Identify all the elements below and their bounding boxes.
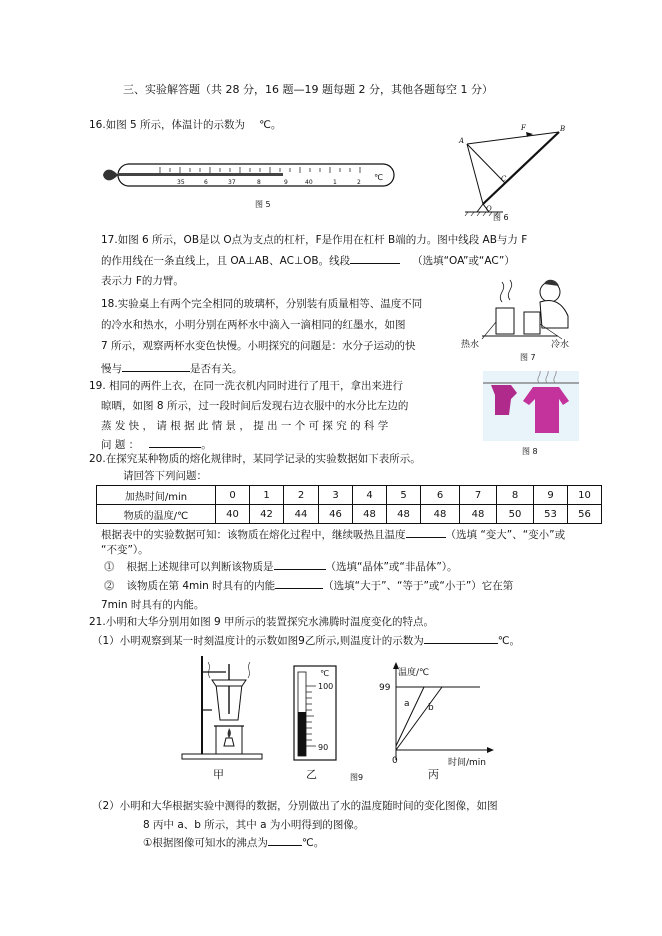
scale-label-40: 40 [305,179,313,186]
scale-label-1: 1 [333,179,337,186]
fig7-caption: 图 7 [520,353,536,362]
q20-line2: 请回答下列问题： [123,470,207,482]
table-cell: 3 [319,486,353,505]
table-cell: 10 [568,486,602,505]
stand-base [182,754,262,759]
q18-line3: 7 所示，观察两杯水变色快慢。小明探究的问题是：水分子运动的快 [101,340,416,352]
scale-label-35: 35 [177,179,185,186]
flame-icon [228,728,231,738]
label-f: F [521,124,526,132]
q21-line2-b: ℃。 [497,635,520,647]
table-cell: 44 [284,505,319,524]
q18-line4 [101,360,243,376]
q18-line2: 的冷水和热水，小明分别在两杯水中滴入一滴相同的红墨水，如图 [101,319,406,331]
q20-sub1-a: 根据上述规律可以判断该物质是 [126,561,274,573]
table-cell: 6 [421,486,460,505]
label-a: A [459,137,465,145]
table-cell: 46 [319,505,353,524]
q20-sub2 [104,577,513,593]
q21-line1: 21.小明和大华分别用如图 9 甲所示的装置探究水沸腾时温度变化的特点。 [89,616,435,628]
melting-data-table [96,485,602,524]
scale-label-37: 37 [228,179,236,186]
clinical-thermometer-figure [100,158,400,192]
student-body [540,301,568,328]
hot-water-cup [496,308,514,334]
curve-a [396,687,424,746]
q16-text-b: ℃。 [259,119,282,131]
hot-water-label: 热水 [461,340,480,350]
q18-line4-a: 慢与 [101,363,122,375]
q16-text [89,117,281,132]
q21-answer-blank-2[interactable] [268,834,302,846]
table-cell: 1 [250,486,284,505]
table-cell: 9 [534,486,568,505]
fig6-caption: 图 6 [493,213,509,222]
temperature-time-graph [368,660,498,770]
scale-label-6: 6 [204,179,208,186]
q17-line2 [101,252,515,268]
graph-origin-label: 0 [392,756,398,766]
table-cell: 48 [421,505,460,524]
q21-line2-a: （1）小明观察到某一时刻温度计的示数如图9乙所示,则温度计的示数为 [92,635,424,647]
graph-xlabel: 时间/min [448,758,487,768]
label-b: B [560,125,565,133]
q20-sub2-b: （选填“大于”、“等于”或“小于”）它在第 [323,580,514,592]
fig5-caption: 图 5 [255,200,271,209]
line-oa [467,144,483,204]
q17-line1: 17.如图 6 所示，OB是以 O点为支点的杠杆，F是作用在杠杆 B端的力。图中线段 AB与力 F [101,234,528,246]
thermometer-unit: ℃ [374,173,383,182]
q20-line3-b: （选填 “变大”、“变小”或 [445,529,566,541]
graph-y99-label: 99 [379,683,391,693]
q19-line1: 19. 相同的两件上衣，在同一洗衣机内同时进行了甩干，拿出来进行 [89,380,404,392]
thermo-100-label: 100 [318,682,334,691]
lid [212,680,246,686]
table-cell: 42 [250,505,284,524]
q19-answer-blank[interactable] [149,436,201,448]
q20-line1: 20.在探究某种物质的熔化规律时，某同学记录的实验数据如下表所示。 [89,453,421,465]
fig8-caption: 图 8 [522,447,538,456]
table-cell: 53 [534,505,568,524]
thermo-unit-label: ℃ [320,669,329,678]
table-cell: 48 [353,505,387,524]
table-cell: 56 [568,505,602,524]
q20-line4: “不变”）。 [101,544,149,556]
mercury-column [118,173,283,176]
thermometer-bulb [103,170,118,181]
lever-ob [483,132,559,204]
q16-text-a: 16.如图 5 所示，体温计的示数为 [89,119,246,131]
table-cell: 7 [460,486,497,505]
q21-line5-b: ℃。 [301,837,325,849]
q21-line2 [92,632,520,648]
q20-answer-blank-3[interactable] [275,577,323,589]
q20-sub2-a: 该物质在第 4min 时具有的内能 [126,580,276,592]
q20-sub1-num: ⓵ [104,561,115,573]
section-heading: 三、实验解答题（共 28 分，16 题—19 题每题 2 分，其他各题每空 1 分） [123,83,493,96]
table-cell: 48 [460,505,497,524]
line-ab [467,132,559,144]
table-cell: 4 [353,486,387,505]
q20-answer-blank-1[interactable] [406,526,446,538]
thermometer-reading-figure [292,664,340,764]
table-row [97,505,602,524]
drying-clothes-illustration [483,371,579,441]
q21-line3: （2）小明和大华根据实验中测得的数据，分别做出了水的温度随时间的变化图像，如图 [92,800,498,812]
q19-line2: 晾晒，如图 8 所示，过一段时间后发现右边衣服中的水分比左边的 [101,400,409,412]
q19-line3: 蒸 发 快 ， 请 根 据 此 情 景 ， 提 出 一 个 可 探 究 的 科 学 [101,420,389,432]
q20-sub2-num: ⓶ [104,580,115,592]
q21-line4: 8 丙中 a、b 所示，其中 a 为小明得到的图像。 [143,819,365,831]
fig9-bing-label: 丙 [428,768,439,781]
q19-line4-a: 问 题 ： [101,439,140,451]
table-cell: 40 [216,505,250,524]
cold-water-label: 冷水 [551,340,570,350]
label-c: C [501,175,507,183]
boiling-apparatus-figure [176,650,266,762]
q18-line4-b: 是否有关。 [190,363,243,375]
fig9-jia-label: 甲 [213,768,224,781]
q20-answer-blank-2[interactable] [274,558,326,570]
table-cell: 2 [284,486,319,505]
alcohol-lamp [224,738,234,746]
thermo-90-label: 90 [318,743,329,752]
q20-line5: 7min 时具有的内能。 [101,599,205,611]
q21-line5-a: ①根据图像可知水的沸点为 [143,837,268,849]
lever-diagram [455,120,565,220]
q20-sub1 [104,558,458,574]
q17-answer-blank[interactable] [350,252,400,264]
fig9-yi-label: 乙 [306,768,317,781]
q19-line4-b: 。 [201,439,212,451]
q17-line3: 表示力 F的力臂。 [101,275,184,287]
label-o: O [486,205,492,213]
table-cell: 0 [216,486,250,505]
q17-line2-b: （选填“OA”或“AC”） [412,255,515,267]
scale-label-9: 9 [284,179,288,186]
cold-water-cup [524,312,540,334]
table-header-temp: 物质的温度/℃ [97,505,216,524]
q20-line3-a: 根据表中的实验数据可知：该物质在熔化过程中，继续吸热且温度 [101,529,406,541]
steam-icon [500,282,503,302]
q21-answer-blank-1[interactable] [424,632,498,644]
table-cell: 5 [387,486,421,505]
q18-line1: 18.实验桌上有两个完全相同的玻璃杯，分别装有质量相等、温度不同 [101,298,423,310]
table-row [97,486,602,505]
q18-answer-blank[interactable] [122,360,190,372]
q16-answer-blank[interactable] [245,117,259,128]
table-cell: 50 [497,505,534,524]
curve-a-label: a [404,699,410,709]
curve-b-label: b [428,703,434,713]
table-header-time: 加热时间/min [97,486,216,505]
q21-line5 [143,834,324,850]
scale-label-2: 2 [357,179,361,186]
graph-ylabel: 温度/℃ [398,668,430,678]
q19-line4 [101,436,212,452]
table-cell: 8 [497,486,534,505]
table-cell: 48 [387,505,421,524]
q20-line3 [101,526,565,542]
fig9-caption: 图9 [350,773,364,782]
liquid-column [298,712,306,756]
q20-sub1-b: （选填“晶体”或“非晶体”）。 [325,561,458,573]
q17-line2-a: 的作用线在一条直线上，且 OA⊥AB、AC⊥OB。线段 [101,255,351,267]
scale-label-8: 8 [257,179,261,186]
